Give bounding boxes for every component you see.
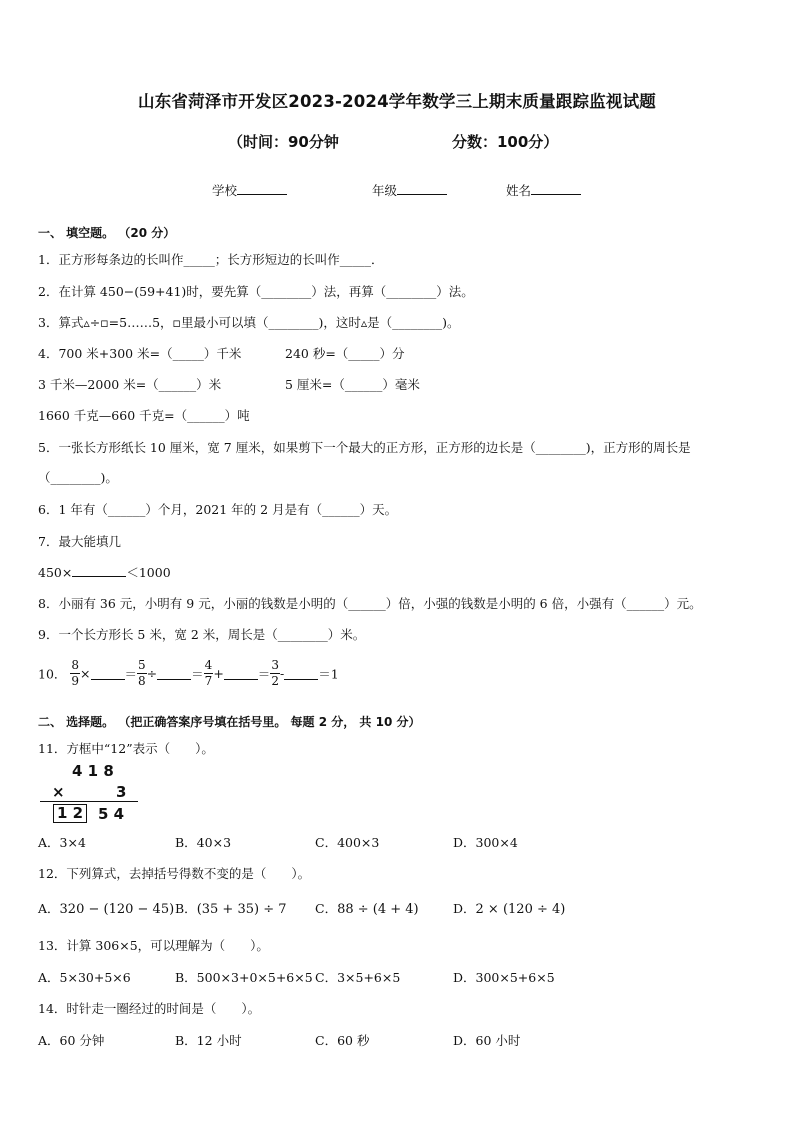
q12-option-c: C．88 ÷ (4 + 4) [315,901,419,917]
question-4b: 240 秒=（_____）分 [285,346,405,361]
question-7: 7．最大能填几 [38,534,121,549]
q12-option-b: B．(35 + 35) ÷ 7 [175,901,287,917]
q12-expr-c: 88 ÷ (4 + 4) [337,902,419,917]
question-5-line1: 5．一张长方形纸长 10 厘米，宽 7 厘米，如果剪下一个最大的正方形，正方形的边长是（________)，正方形的周长是 [38,440,691,455]
q7-left: 450× [38,565,73,580]
q7-right: ＜1000 [126,565,171,580]
question-2: 2．在计算 450−(59+41)时，要先算（________）法，再算（________）法。 [38,284,474,299]
question-9: 9．一个长方形长 5 米，宽 2 米，周长是（________）米。 [38,627,366,642]
q13-option-c: C．3×5+6×5 [315,970,401,985]
score-label: 分数：100分） [452,133,559,151]
question-12: 12．下列算式，去掉括号得数不变的是（ ）。 [38,866,311,881]
q11-option-c: C．400×3 [315,835,380,850]
grade-blank [397,182,447,195]
question-13: 13．计算 306×5，可以理解为（ ）。 [38,938,269,953]
q14-option-d: D．60 小时 [453,1033,521,1048]
question-11: 11．方框中“12”表示（ ）。 [38,741,214,756]
question-4c: 3 千米—2000 米=（______）米 [38,377,222,392]
grade-label: 年级 [372,183,398,198]
grade-field [372,181,447,199]
section-fill-blank-heading: 一、 填空题。 （20 分） [38,226,176,240]
q12-option-a: A．320 − (120 − 45) [38,901,175,917]
question-4e: 1660 千克—660 千克=（______）吨 [38,408,250,423]
q11-option-d: D．300×4 [453,835,518,850]
q13-option-d: D．300×5+6×5 [453,970,555,985]
q11-result-line [40,801,138,802]
name-blank [531,182,581,195]
school-label: 学校 [212,183,238,198]
q13-option-a: A．5×30+5×6 [38,970,131,985]
question-8: 8．小丽有 36 元，小明有 9 元，小丽的钱数是小明的（______）倍，小强的钱数是小明的 6 倍，小强有（______）元。 [38,596,702,611]
question-5-line2: （________)。 [38,470,118,485]
question-6: 6．1 年有（______）个月，2021 年的 2 月是有（______）天。 [38,502,398,517]
q12-expr-d: 2 × (120 ÷ 4) [475,902,566,917]
q10-fraction-2: $\frac{5}{8}$ [138,658,146,688]
q10-fraction-3: $\frac{4}{7}$ [204,658,213,688]
question-4d: 5 厘米=（______）毫米 [285,377,420,392]
question-14: 14．时针走一圈经过的时间是（ ）。 [38,1001,261,1016]
q13-option-b: B．500×3+0×5+6×5 [175,970,313,985]
school-blank [237,182,287,195]
q11-boxed-digits: 1 2 [53,804,87,823]
school-field [212,181,287,199]
q14-option-b: B．12 小时 [175,1033,242,1048]
q10-label: 10． [38,666,67,682]
q10-fraction-1: $\frac{8}{9}$ [71,658,80,688]
q7-blank [72,564,126,577]
q10-fraction-4: $\frac{3}{2}$ [271,658,279,688]
name-field [506,181,581,199]
question-3: 3．算式▵÷▫=5……5，▫里最小可以填（________)，这时▵是（________)。 [38,315,460,330]
q14-option-a: A．60 分钟 [38,1033,105,1048]
q11-times-sign: × [52,783,65,801]
q11-remaining-digits: 5 4 [98,805,125,823]
q11-option-a: A．3×4 [38,835,86,850]
question-4a: 4．700 米+300 米=（_____）千米 [38,346,242,361]
q12-option-d: D．2 × (120 ÷ 4) [453,901,566,917]
question-7-expression [38,563,171,581]
q14-option-c: C．60 秒 [315,1033,370,1048]
question-1: 1．正方形每条边的长叫作_____；长方形短边的长叫作_____． [38,252,384,267]
question-10: 10． $\frac{8}{9}$ × ＝ $\frac{5}{8}$ ÷ ＝ $\frac{4}{7}$ + ＝ $\frac{3}{2}$ - ＝1 [38,658,339,688]
q11-multiplier: 3 [116,783,127,801]
name-label: 姓名 [506,183,532,198]
q11-multiplicand: 4 1 8 [72,762,114,780]
q12-expr-b: (35 + 35) ÷ 7 [196,902,287,917]
q11-option-b: B．40×3 [175,835,232,850]
time-label: （时间：90分钟 [228,133,339,151]
q12-expr-a: 320 − (120 − 45) [59,902,175,917]
section-choice-heading: 二、 选择题。 （把正确答案序号填在括号里。 每题 2 分， 共 10 分） [38,715,421,729]
page-title: 山东省菏泽市开发区2023-2024学年数学三上期末质量跟踪监视试题 [138,92,656,111]
